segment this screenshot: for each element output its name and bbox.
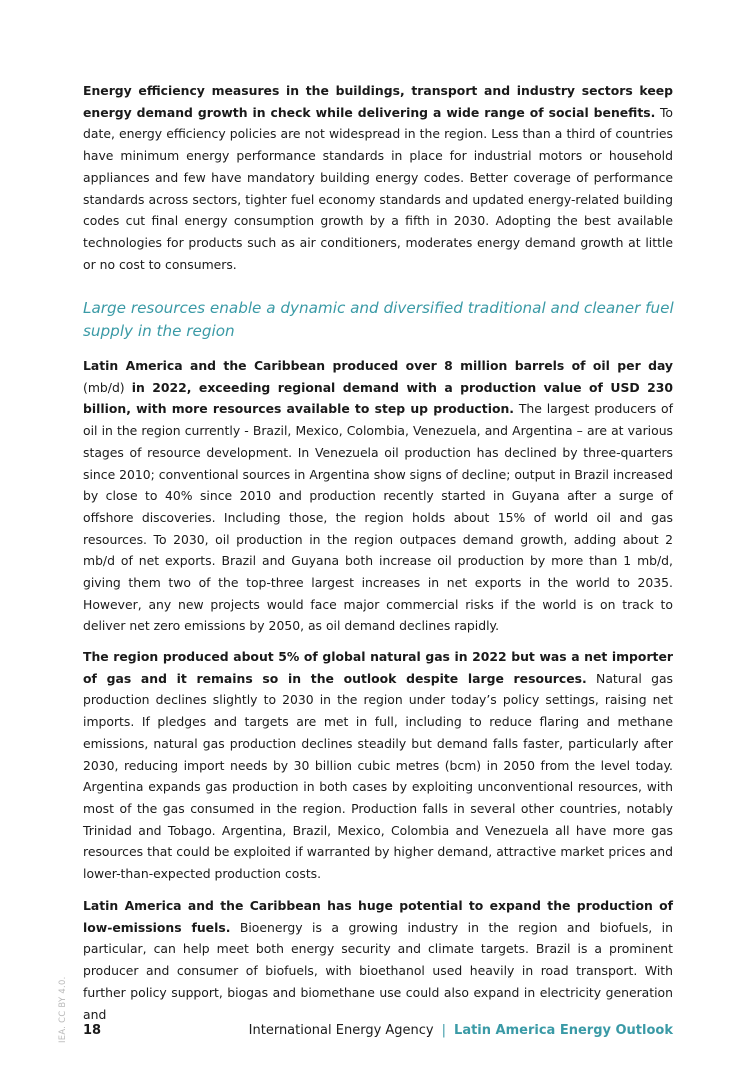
paragraph-body: To date, energy efficiency policies are not widespread in the region. Less than a third of countries have minimum energy performance standards in place for industrial motors or household appliances and few have mandatory building energy codes. Better coverage of performance standards across sectors, tighter fuel economy standards and updated energy-related building codes cut final energy consumption growth by a fifth in 2030. Adopting the best available technologies for products such as air conditioners, moderates energy demand growth at little or no cost to consumers. [83,104,673,272]
paragraph-energy-efficiency [83,80,673,275]
footer-agency: International Energy Agency [248,1023,434,1038]
footer-separator: | [441,1023,447,1038]
paragraph-low-emissions-fuels [83,895,673,1025]
paragraph-unit: (mb/d) [83,379,132,395]
page-number: 18 [83,1023,102,1038]
paragraph-body: Natural gas production declines slightly to 2030 in the region under today’s policy settings, raising net imports. If pledges and targets are met in full, including to reduce flaring and methane emissions, natural gas production declines steadily but demand falls faster, particularly after 2030, reducing import needs by 30 billion cubic metres (bcm) in 2050 from the level today. Argentina expands gas production in both cases by exploiting unconventional resources, with most of the gas consumed in the region. Production falls in several other countries, notably Trinidad and Tobago. Argentina, Brazil, Mexico, Colombia and Venezuela all have more gas resources that could be exploited if warranted by higher demand, attractive market prices and lower-than-expected production costs. [83,670,673,882]
paragraph-body: Bioenergy is a growing industry in the region and biofuels, in particular, can help meet both energy security and climate targets. Brazil is a prominent producer and consumer of biofuels, with bioethanol used heavily in road transport. With further policy support, biogas and biomethane use could also expand in electricity generation and [83,919,673,1022]
footer-credit [249,1023,673,1038]
paragraph-body: The largest producers of oil in the region currently - Brazil, Mexico, Colombia, Venezuela, and Argentina – are at various stages of resource development. In Venezuela oil production has declined by three-quarters since 2010; conventional sources in Argentina show signs of decline; output in Brazil increased by close to 40% since 2010 and production recently started in Guyana after a surge of offshore discoveries. Including those, the region holds about 15% of world oil and gas resources. To 2030, oil production in the region outpaces demand growth, adding about 2 mb/d of net exports. Brazil and Guyana both increase oil production by more than 1 mb/d, giving them two of the top-three largest increases in net exports in the world to 2035. However, any new projects would face major commercial risks if the world is on track to deliver net zero emissions by 2050, as oil demand declines rapidly. [83,401,673,634]
section-heading: Large resources enable a dynamic and diversified traditional and cleaner fuel supply in the region [83,299,674,340]
paragraph-lead: The region produced about 5% of global natural gas in 2022 but was a net importer of gas and it remains so in the outlook despite large resources. [83,649,673,686]
paragraph-oil-production [83,355,673,637]
paragraph-lead: Latin America and the Caribbean produced over 8 million barrels of oil per day [83,358,673,373]
paragraph-lead: Energy efficiency measures in the buildings, transport and industry sectors keep energy demand growth in check while delivering a wide range of social benefits. [83,83,673,120]
paragraph-lead-cont: in 2022, exceeding regional demand with a production value of USD 230 billion, with more resources available to step up production. [83,379,673,417]
paragraph-natural-gas [83,646,673,885]
footer-publication-title: Latin America Energy Outlook [454,1023,673,1038]
page-footer [83,1023,673,1043]
license-watermark: IEA. CC BY 4.0. [57,976,67,1043]
paragraph-lead: Latin America and the Caribbean has huge potential to expand the production of low-emissions fuels. [83,898,673,935]
